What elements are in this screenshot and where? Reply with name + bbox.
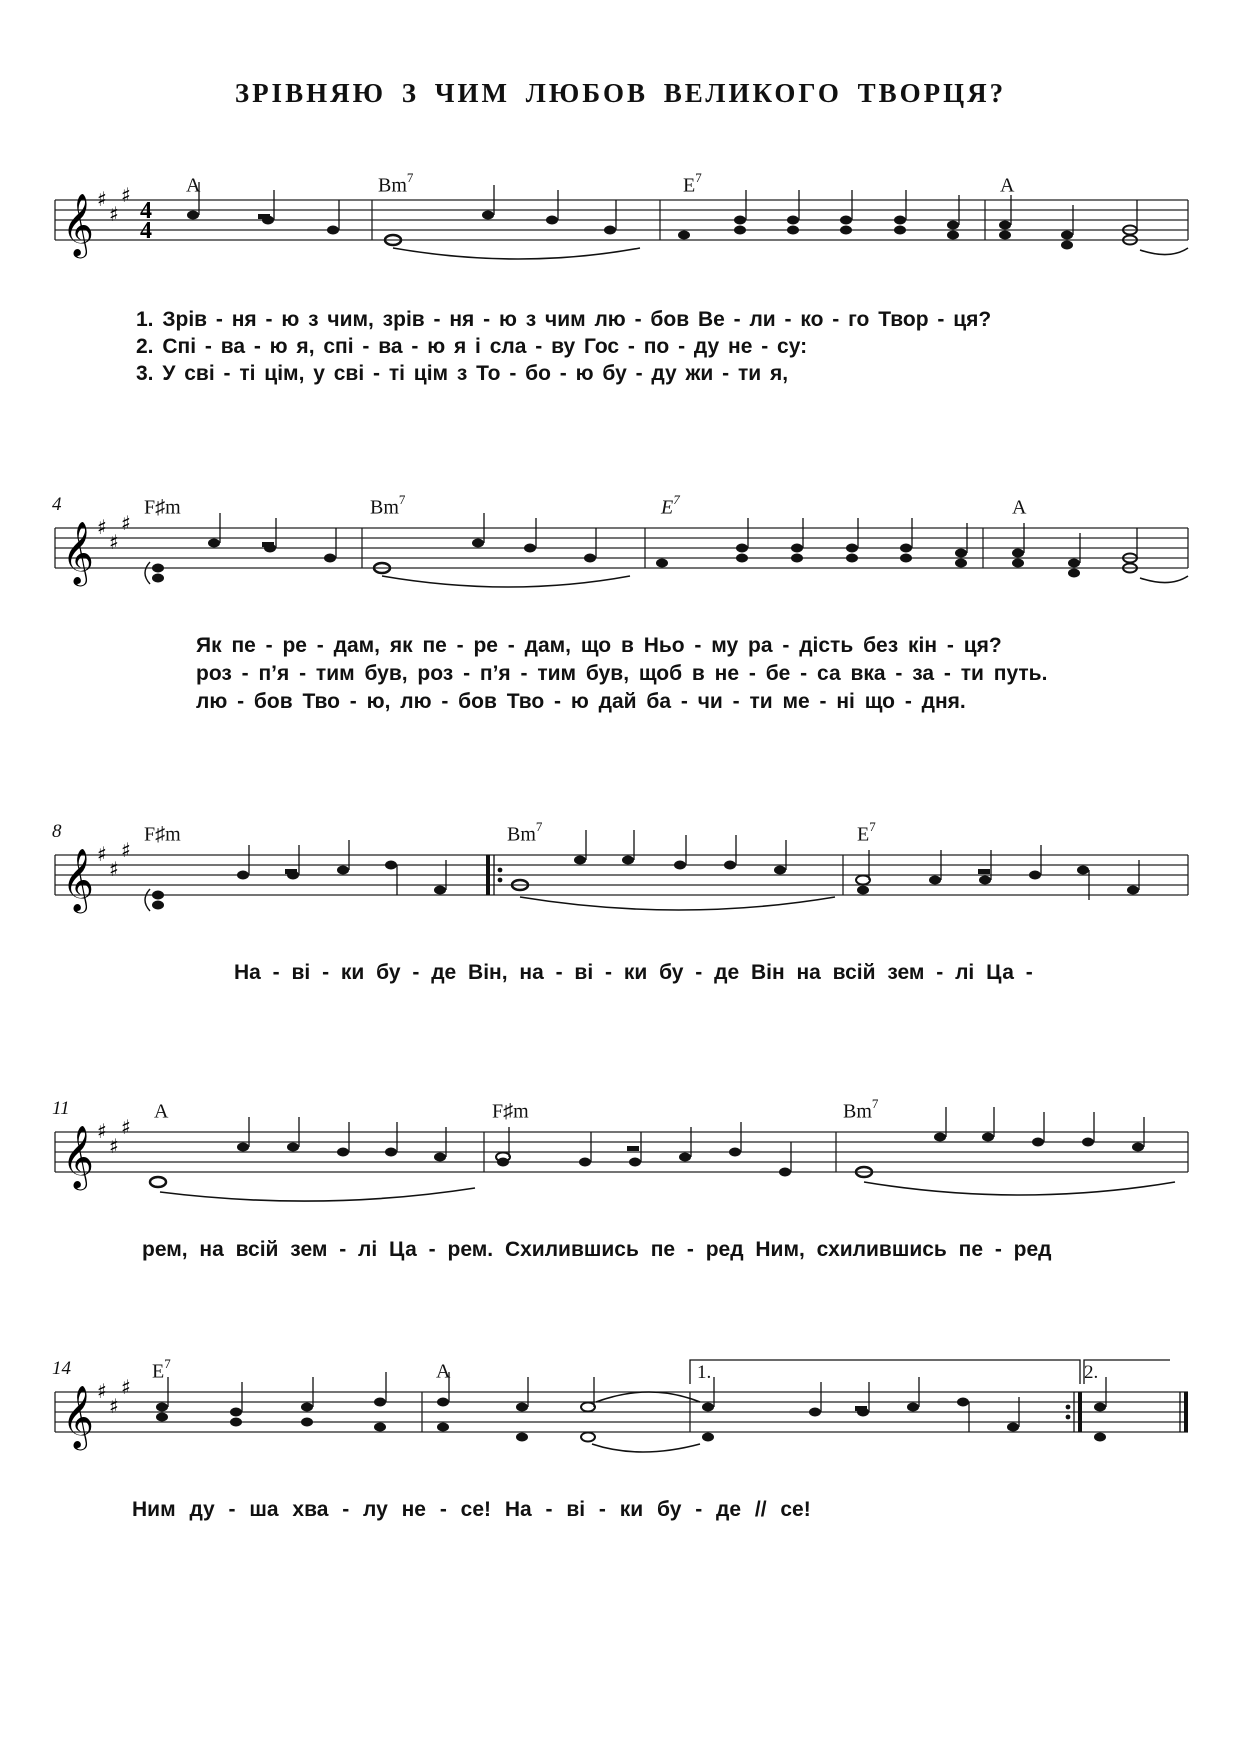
chord-symbol: $E^7$ <box>857 819 876 846</box>
svg-text:4: 4 <box>140 218 152 244</box>
svg-text:♯: ♯ <box>109 530 119 554</box>
treble-clef-icon: 𝄞 <box>62 193 94 256</box>
music-staff <box>0 160 1241 300</box>
lyric-verse-2: 2. Спі - ва - ю я, спі - ва - ю я і сла - ву Гос - по - ду не - су: <box>136 335 808 358</box>
svg-text:♯: ♯ <box>97 842 107 866</box>
chord-symbol: $E^7$ <box>661 492 680 519</box>
measure-number: 8 <box>52 821 62 842</box>
svg-text:♯: ♯ <box>109 1134 119 1158</box>
chord-symbol: $E^7$ <box>683 170 702 197</box>
music-staff <box>0 815 1241 955</box>
svg-text:4: 4 <box>140 198 152 224</box>
svg-text:♯: ♯ <box>97 1119 107 1143</box>
chord-symbol: A <box>1012 496 1027 519</box>
lyric-line: На - ві - ки бу - де Він, на - ві - ки бу - де Він на всій зем - лі Ца - <box>234 961 1033 984</box>
song-title: ЗРІВНЯЮ З ЧИМ ЛЮБОВ ВЕЛИКОГО ТВОРЦЯ? <box>234 78 1007 108</box>
svg-text:♯: ♯ <box>121 838 131 862</box>
measure-number: 14 <box>52 1358 71 1379</box>
volta-second-ending: 2. <box>1084 1362 1099 1383</box>
measure-number: 4 <box>52 494 62 515</box>
music-staff <box>0 488 1241 628</box>
svg-text:♯: ♯ <box>109 857 119 881</box>
svg-text:♯: ♯ <box>121 1115 131 1139</box>
chord-symbol: Bm$^7$ <box>507 819 543 846</box>
lyric-verse-3: лю - бов Тво - ю, лю - бов Тво - ю дай ба - чи - ти ме - ні що - дня. <box>196 690 966 713</box>
treble-clef-icon: 𝄞 <box>62 848 94 911</box>
treble-clef-icon: 𝄞 <box>62 1125 94 1188</box>
chord-symbol: Bm$^7$ <box>370 492 406 519</box>
measure-number: 11 <box>52 1098 70 1119</box>
lyric-verse-2: роз - п’я - тим був, роз - п’я - тим був, щоб в не - бе - са вка - за - ти путь. <box>196 662 1048 685</box>
treble-clef-icon: 𝄞 <box>62 521 94 584</box>
music-staff <box>0 1352 1241 1492</box>
chord-symbol: A <box>436 1360 451 1383</box>
chord-symbol: A <box>186 174 201 197</box>
svg-text:♯: ♯ <box>109 202 119 226</box>
chord-symbol: F♯m <box>144 823 181 846</box>
volta-brackets <box>690 1360 1170 1384</box>
svg-text:♯: ♯ <box>121 183 131 207</box>
chord-symbol: Bm$^7$ <box>378 170 414 197</box>
treble-clef-icon: 𝄞 <box>62 1385 94 1448</box>
volta-first-ending: 1. <box>697 1362 712 1383</box>
svg-text:♯: ♯ <box>121 1375 131 1399</box>
svg-text:♯: ♯ <box>121 511 131 535</box>
svg-text:♯: ♯ <box>97 1379 107 1403</box>
chord-symbol: F♯m <box>492 1100 529 1123</box>
lyric-verse-3: 3. У сві - ті цім, у сві - ті цім з То - бо - ю бу - ду жи - ти я, <box>136 362 789 385</box>
lyric-verse-1: 1. Зрів - ня - ю з чим, зрів - ня - ю з чим лю - бов Ве - ли - ко - го Твор - ця? <box>136 308 992 331</box>
svg-text:♯: ♯ <box>97 187 107 211</box>
svg-text:♯: ♯ <box>109 1394 119 1418</box>
chord-symbol: A <box>154 1100 169 1123</box>
chord-symbol: Bm$^7$ <box>843 1096 879 1123</box>
lyric-line: рем, на всій зем - лі Ца - рем. Схилившись пе - ред Ним, схилившись пе - ред <box>142 1238 1052 1261</box>
lyric-verse-1: Як пе - ре - дам, як пе - ре - дам, що в Ньо - му ра - дість без кін - ця? <box>196 634 1002 657</box>
chord-symbol: F♯m <box>144 496 181 519</box>
lyric-line: Ним ду - ша хва - лу не - се! На - ві - ки бу - де // се! <box>132 1498 811 1521</box>
chord-symbol: A <box>1000 174 1015 197</box>
svg-text:♯: ♯ <box>97 515 107 539</box>
music-staff <box>0 1092 1241 1232</box>
chord-symbol: $E^7$ <box>152 1356 171 1383</box>
